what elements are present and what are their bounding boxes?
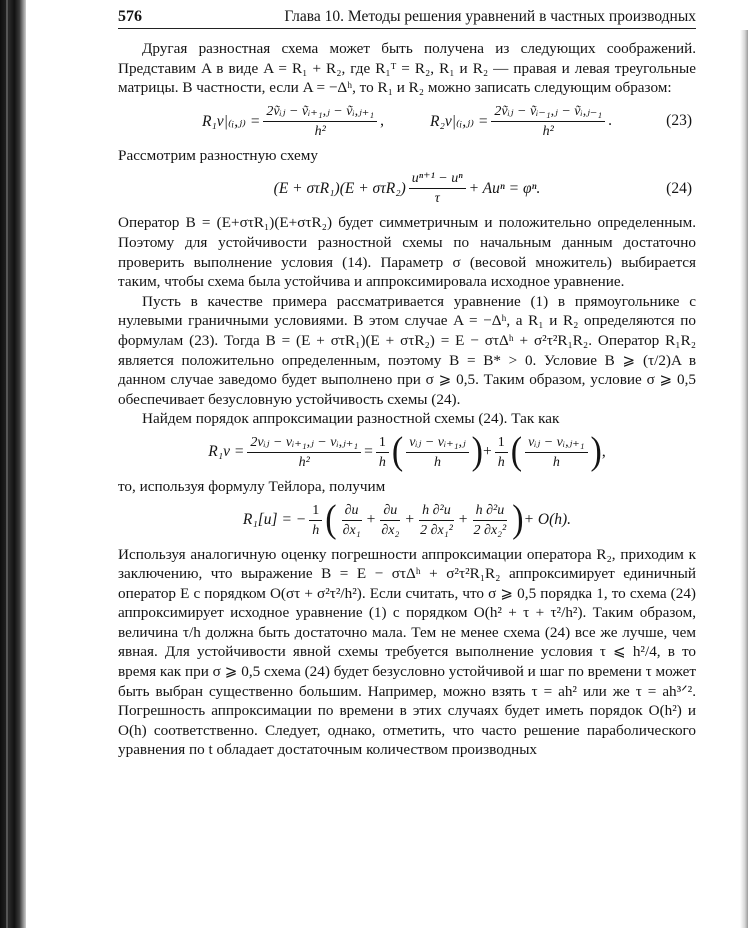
r1v-p1n: vᵢⱼ − vᵢ₊₁,ⱼ [406, 434, 468, 453]
paragraph-6: то, используя формулу Тейлора, получим [118, 477, 386, 495]
paragraph-2: Рассмотрим разностную схему [118, 146, 319, 164]
r1v-frac1 [247, 434, 361, 471]
taylor-t4 [471, 502, 510, 539]
eq23-sep: , [380, 112, 384, 130]
taylor-tail: + O(h). [523, 511, 572, 528]
r1v-c2d: h [497, 454, 505, 470]
taylor-t1n: ∂u [342, 502, 362, 521]
taylor-t1 [340, 502, 364, 539]
paragraph-1: Другая разностная схема может быть получена из следующих соображений. Представим A в виде A = R₁ + R₂, где R₁ᵀ = R₂, R₁ и R₂ — правая и левая треугольные матрицы. В частности, если A = −Δʰ, то R₁ и R₂ можно записать следующим образом: [118, 40, 696, 97]
taylor-t3 [417, 502, 456, 539]
eq24-den: τ [434, 191, 440, 207]
book-page [118, 8, 696, 760]
taylor-t1d: ∂x₁ [342, 522, 361, 538]
taylor-plus3: + [458, 511, 468, 528]
r1v-c1n: 1 [376, 434, 389, 453]
paragraph-3: Оператор B = (E+στR₁)(E+στR₂) будет симметричным и положительно определенным. Поэтому для устойчивости разностной схемы по начальным данным достаточно проверить выполнение условия (14). Параметр σ (весовой множитель) выбирается таким, чтобы схема была устойчива и аппроксимировала исходное уравнение. [118, 214, 696, 291]
r1v-eq: = [364, 443, 373, 461]
taylor-plus2: + [405, 511, 415, 528]
taylor-cn: 1 [309, 502, 322, 521]
equation-r1v: R₁v = $\frac{\text{2vᵢⱼ − vᵢ₊₁,ⱼ − vᵢ,ⱼ₊₁}}{\text{h²}}$ = $\frac{1}{h}$ ( $\frac{\text{vᵢⱼ − vᵢ₊₁,ⱼ}}{h}$ ) + $\frac{1}{h}$ ( $\frac{\text{vᵢⱼ − vᵢ,ⱼ₊₁}}{h}$ ) , [208, 430, 606, 474]
r1v-coef2 [495, 434, 508, 471]
eq23-lhs1: R₁v|₍ᵢ,ⱼ₎ = [201, 112, 261, 130]
r1v-c1d: h [378, 454, 386, 470]
r1v-p2n: vᵢⱼ − vᵢ,ⱼ₊₁ [525, 434, 587, 453]
eq23-den2: h² [542, 123, 554, 139]
eq23-den1: h² [314, 123, 326, 139]
equation-number-24: (24) [666, 179, 692, 197]
taylor-t2d: ∂x₂ [381, 522, 400, 538]
book-spine-shadow [0, 0, 26, 928]
r1v-p1d: h [433, 454, 441, 470]
paragraph-4: Пусть в качестве примера рассматривается уравнение (1) в прямоугольнике с нулевыми граничными условиями. В этом случае A = −Δʰ, а R₁ и R₂ определяются по формулам (23). Тогда B = (E + στR₁)(E + στR₂) = E − στΔʰ + σ²τ²R₁R₂. Оператор R₁R₂ является положительно определенным, поэтому B = B* > 0. Условие B ⩾ (τ/2)A в данном случае заведомо будет выполнено при σ ⩾ 0,5. Таким образом, условие σ ⩾ 0,5 обеспечивает безусловную устойчивость схемы (24). [118, 292, 696, 408]
eq24-lhs: (E + στR₁)(E + στR₂) [273, 179, 406, 197]
taylor-t2 [378, 502, 402, 539]
eq24-rhs: + Auⁿ = φⁿ. [468, 179, 541, 197]
taylor-t3d: 2 ∂x₁² [420, 522, 453, 538]
taylor-cd: h [312, 522, 320, 538]
running-title: Глава 10. Методы решения уравнений в частных производных [284, 8, 696, 25]
equation-23 [118, 103, 696, 140]
r1v-plus: + [483, 443, 492, 461]
r1v-end: , [601, 443, 606, 461]
taylor-plus1: + [366, 511, 376, 528]
taylor-t3n: h ∂²u [419, 502, 454, 521]
paragraph-5: Найдем порядок аппроксимации разностной схемы (24). Так как [142, 410, 560, 428]
taylor-t2n: ∂u [380, 502, 400, 521]
eq23-end: . [608, 112, 613, 130]
running-header [118, 8, 696, 29]
page-number: 576 [118, 8, 142, 25]
eq23-num1: 2ṽᵢⱼ − ṽᵢ₊₁,ⱼ − ṽᵢ,ⱼ₊₁ [263, 103, 377, 122]
equation-number-23: (23) [666, 112, 692, 130]
eq23-frac1 [263, 103, 377, 140]
eq23-num2: 2ṽᵢⱼ − ṽᵢ₋₁,ⱼ − ṽᵢ,ⱼ₋₁ [491, 103, 605, 122]
r1v-paren2 [525, 434, 587, 471]
r1v-p2d: h [552, 454, 560, 470]
paragraph-7: Используя аналогичную оценку погрешности аппроксимации оператора R₂, приходим к заключению, что выражение B = E − στΔʰ + σ²τ²R₁R₂ аппроксимирует единичный оператор E с порядком O(στ + σ²τ²/h²). Если считать, что σ ⩾ 0,5 порядка 1, то схема (24) аппроксимирует исходное уравнение (1) с порядком O(h² + τ + τ²/h²). Таким образом, величина τ/h должна быть достаточно мала. Тем не менее схема (24) все же лучше, чем явная. Для устойчивости явной схемы требуется выполнение условия τ ⩽ h²/4, в то время как при σ ⩾ 0,5 схема (24) будет безусловно устойчивой и шаг по времени τ может быть выбран существенно большим. Например, можно взять τ = ah² или же τ = ah³ᐟ². Погрешность аппроксимации по времени в этих случаях будет иметь порядок O(h²) и O(h) соответственно. Следует, однако, отметить, что часто решение параболического уравнения по t обладает достаточным количеством производных [118, 545, 696, 759]
r1v-coef1 [376, 434, 389, 471]
page-edge-shadow [740, 30, 748, 928]
taylor-lhs: R₁[u] = − [242, 511, 307, 528]
r1v-den1: h² [298, 454, 310, 470]
r1v-paren1 [406, 434, 468, 471]
eq23-frac2 [491, 103, 605, 140]
eq24-num: uⁿ⁺¹ − uⁿ [409, 170, 466, 189]
taylor-t4d: 2 ∂x₂² [473, 522, 507, 538]
equation-24 [118, 170, 696, 207]
r1v-lhs: R₁v = [208, 443, 245, 461]
eq24-frac [409, 170, 466, 207]
r1v-c2n: 1 [495, 434, 508, 453]
taylor-t4n: h ∂²u [473, 502, 508, 521]
taylor-coef [309, 502, 322, 539]
r1v-num1: 2vᵢⱼ − vᵢ₊₁,ⱼ − vᵢ,ⱼ₊₁ [247, 434, 361, 453]
equation-taylor: R₁[u] = − $\frac{1}{h}$ ( $\frac{\partial u}{\text{∂x₁}}$ + $\frac{\partial u}{\text{∂x₂}}$ + $\frac{\text{h ∂²u}}{\text{2 ∂x₁²}}$ + $\frac{\text{h ∂²u}}{\text{2 ∂x₂²}}$ ) + O(h). [242, 498, 572, 541]
eq23-lhs2: R₂v|₍ᵢ,ⱼ₎ = [430, 112, 489, 130]
